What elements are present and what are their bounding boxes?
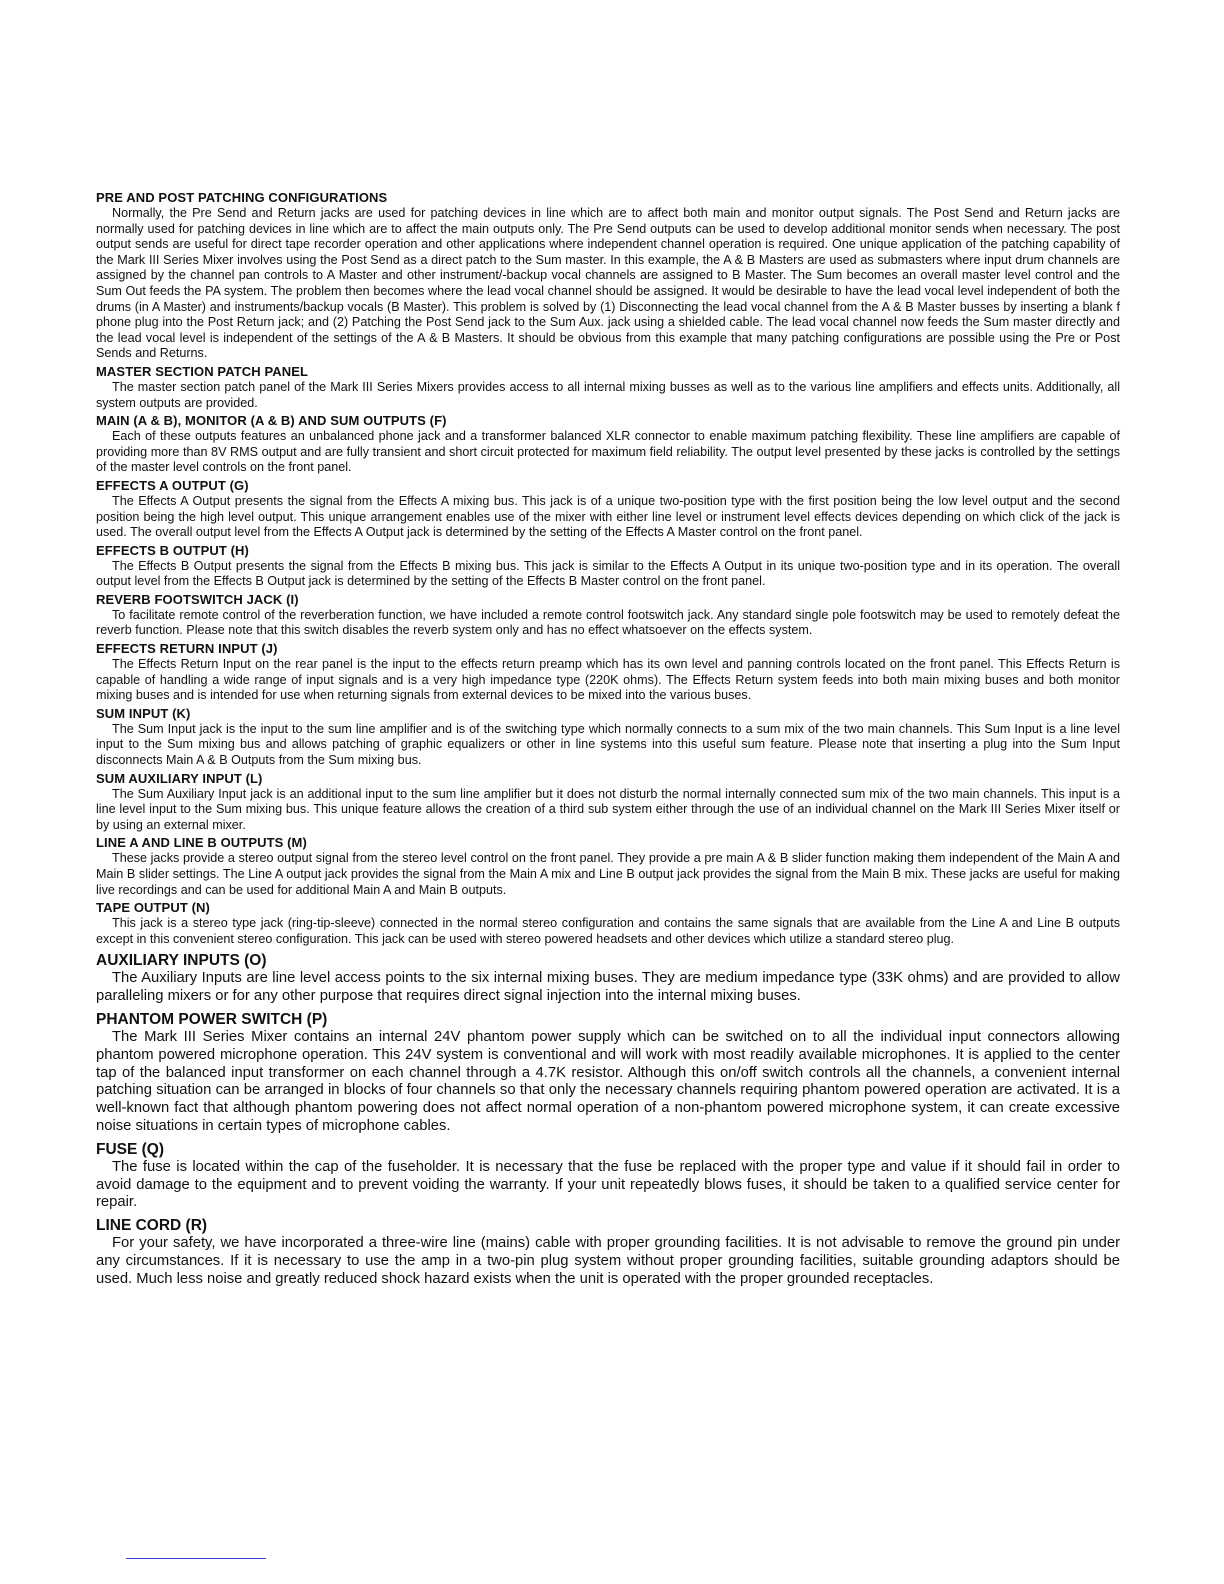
section-heading: PRE AND POST PATCHING CONFIGURATIONS bbox=[96, 190, 388, 205]
section-line-cord bbox=[96, 1216, 1120, 1288]
section-body: Each of these outputs features an unbalanced phone jack and a transformer balanced XLR connector to enable maximum patching flexibility. These line amplifiers are capable of providing more than 8V RMS output and are fully transient and short circuit protected for maximum field reliability. The output level presented by these jacks is controlled by the settings of the master level controls on the front panel. bbox=[96, 429, 1120, 475]
section-tape-output bbox=[96, 900, 1120, 947]
section-body: The fuse is located within the cap of the fuseholder. It is necessary that the fuse be replaced with the proper type and value if it should fail in order to avoid damage to the equipment and to prevent voiding the warranty. If your unit repeatedly blows fuses, it should be taken to a qualified service center for repair. bbox=[96, 1158, 1120, 1211]
document-page bbox=[96, 188, 1120, 1289]
section-pre-post-patching bbox=[96, 190, 1120, 362]
section-heading: FUSE (Q) bbox=[96, 1140, 165, 1158]
section-heading: MASTER SECTION PATCH PANEL bbox=[96, 363, 309, 379]
section-effects-b-output bbox=[96, 543, 1120, 590]
section-heading: SUM INPUT (K) bbox=[96, 705, 191, 721]
section-line-outputs bbox=[96, 835, 1120, 898]
section-body: This jack is a stereo type jack (ring-tip-sleeve) connected in the normal stereo configuration and contains the same signals that are available from the Line A and Line B outputs except in this convenient stereo configuration. This jack can be used with stereo powered headsets and other devices which utilize a standard stereo plug. bbox=[96, 916, 1120, 946]
section-sum-input bbox=[96, 706, 1120, 769]
section-master-patch-panel bbox=[96, 364, 1120, 411]
section-body: The Auxiliary Inputs are line level access points to the six internal mixing buses. They are medium impedance type (33K ohms) and are provided to allow paralleling mixers or for any other purpose that requires direct signal injection into the internal mixing buses. bbox=[96, 970, 1120, 1005]
section-effects-return-input bbox=[96, 641, 1120, 704]
section-fuse bbox=[96, 1140, 1120, 1212]
section-body: The master section patch panel of the Mark III Series Mixers provides access to all internal mixing busses as well as to the various line amplifiers and effects units. Additionally, all system outputs are provided. bbox=[96, 379, 1120, 410]
section-reverb-footswitch bbox=[96, 592, 1120, 639]
section-body: The Sum Auxiliary Input jack is an additional input to the sum line amplifier but it does not disturb the normal internally connected sum mix of the two main channels. This input is a line level input to the Sum mixing bus. This unique feature allows the creation of a third sub system either through the use of an individual channel on the Mark III Series Mixer itself or by using an external mixer. bbox=[96, 786, 1120, 832]
section-body: Normally, the Pre Send and Return jacks are used for patching devices in line which are to affect both main and monitor output signals. The Post Send and Return jacks are normally used for patching devices in line which are to affect the main outputs only. The Pre Send outputs can be used to develop additional monitor sends when necessary. The post output sends are useful for direct tape recorder operation and other applications where independent channel operation is required. One unique application of the patching capability of the Mark III Series Mixer involves using the Post Send as a direct patch to the Sum master. In this example, the A & B Masters are used as submasters where input drum channels are assigned by the channel pan controls to A Master and other instrument/-backup vocal channels are assigned to B Master. The Sum becomes an overall master level control and the Sum Out feeds the PA system. The problem then becomes where the lead vocal channel should be assigned. It would be desirable to have the lead vocal level independent of both the drums (in A Master) and instruments/backup vocals (B Master). This problem is solved by (1) Disconnecting the lead vocal channel from the A & B Master busses by inserting a blank f phone plug into the Post Return jack; and (2) Patching the Post Send jack to the Sum Aux. jack using a shielded cable. The lead vocal channel now feeds the Sum master directly and the lead vocal level is independent of the settings of the A & B Masters. It should be obvious from this example that many patching configurations are possible using the Pre or Post Sends and Returns. bbox=[96, 206, 1120, 361]
section-effects-a-output bbox=[96, 478, 1120, 541]
section-heading: LINE CORD (R) bbox=[96, 1217, 208, 1235]
section-body: These jacks provide a stereo output signal from the stereo level control on the front panel. They provide a pre main A & B slider function making them independent of the Main A and Main B slider settings. The Line A output jack provides the signal from the Main A mix and Line B output jack provides the signal from the Main B mix. These jacks are useful for making live recordings and can be used for additional Main A and Main B outputs. bbox=[96, 851, 1120, 897]
section-body: The Sum Input jack is the input to the sum line amplifier and is of the switching type which normally connects to a sum mix of the two main channels. This Sum Input is a line level input to the Sum mixing bus and allows patching of graphic equalizers or other in line systems into this useful sum feature. Please note that inserting a plug into the Sum Input disconnects Main A & B Outputs from the Sum mixing bus. bbox=[96, 721, 1120, 768]
section-heading: AUXILIARY INPUTS (O) bbox=[96, 952, 267, 970]
section-sum-auxiliary-input bbox=[96, 771, 1120, 834]
section-heading: TAPE OUTPUT (N) bbox=[96, 900, 210, 916]
section-heading: MAIN (A & B), MONITOR (A & B) AND SUM OUTPUTS (F) bbox=[96, 413, 447, 429]
section-body: The Effects A Output presents the signal from the Effects A mixing bus. This jack is of a unique two-position type with the first position being the low level output and the second position being the high level output. This unique arrangement enables use of the mixer with either line level or instrument level effects devices depending on which click of the jack is used. The overall output level from the Effects A Output jack is determined by the setting of the Effects A Master control on the front panel. bbox=[96, 493, 1120, 540]
section-body: The Effects B Output presents the signal from the Effects B mixing bus. This jack is similar to the Effects A Output in its unique two-position type and in its operation. The overall output level from the Effects B Output jack is determined by the setting of the Effects B Master control on the front panel. bbox=[96, 558, 1120, 589]
section-heading: PHANTOM POWER SWITCH (P) bbox=[96, 1010, 328, 1028]
section-auxiliary-inputs bbox=[96, 951, 1120, 1006]
section-body: To facilitate remote control of the reverberation function, we have included a remote control footswitch jack. Any standard single pole footswitch may be used to remotely defeat the reverb function. Please note that this switch disables the reverb system only and has no effect whatsoever on the effects system. bbox=[96, 607, 1120, 638]
section-body: The Mark III Series Mixer contains an internal 24V phantom power supply which can be switched on to all the individual input connectors allowing phantom powered microphone operation. This 24V system is conventional and will work with most readily available microphones. It is applied to the center tap of the balanced input transformer on each channel through a 4.7K resistor. Although this on/off switch controls all the channels, a convenient internal patching situation can be arranged in blocks of four channels so that only the necessary channels requiring phantom powered operation are activated. It is a well-known fact that although phantom powering does not affect normal operation of a non-phantom powered microphone system, it can create excessive noise situations in certain types of microphone cables. bbox=[96, 1028, 1120, 1134]
section-phantom-power-switch bbox=[96, 1010, 1120, 1136]
section-heading: REVERB FOOTSWITCH JACK (I) bbox=[96, 591, 299, 607]
section-heading: SUM AUXILIARY INPUT (L) bbox=[96, 770, 263, 786]
section-heading: EFFECTS RETURN INPUT (J) bbox=[96, 641, 278, 657]
footer-rule bbox=[126, 1558, 266, 1559]
section-body: For your safety, we have incorporated a three-wire line (mains) cable with proper grounding facilities. It is not advisable to remove the ground pin under any circumstances. If it is necessary to use the amp in a two-pin plug system without proper grounding facilities, suitable grounding adaptors should be used. Much less noise and greatly reduced shock hazard exists when the unit is operated with the proper grounded receptacles. bbox=[96, 1235, 1120, 1287]
section-body: The Effects Return Input on the rear panel is the input to the effects return preamp which has its own level and panning controls located on the front panel. This Effects Return is capable of handling a wide range of input signals and is a very high impedance type (220K ohms). The Effects Return system feeds into both main mixing buses and both monitor mixing buses and is intended for use when returning signals from external devices to be mixed into the various buses. bbox=[96, 657, 1120, 703]
section-main-monitor-sum-outputs bbox=[96, 413, 1120, 476]
section-heading: EFFECTS A OUTPUT (G) bbox=[96, 477, 249, 493]
section-heading: EFFECTS B OUTPUT (H) bbox=[96, 542, 249, 558]
section-heading: LINE A AND LINE B OUTPUTS (M) bbox=[96, 835, 307, 851]
